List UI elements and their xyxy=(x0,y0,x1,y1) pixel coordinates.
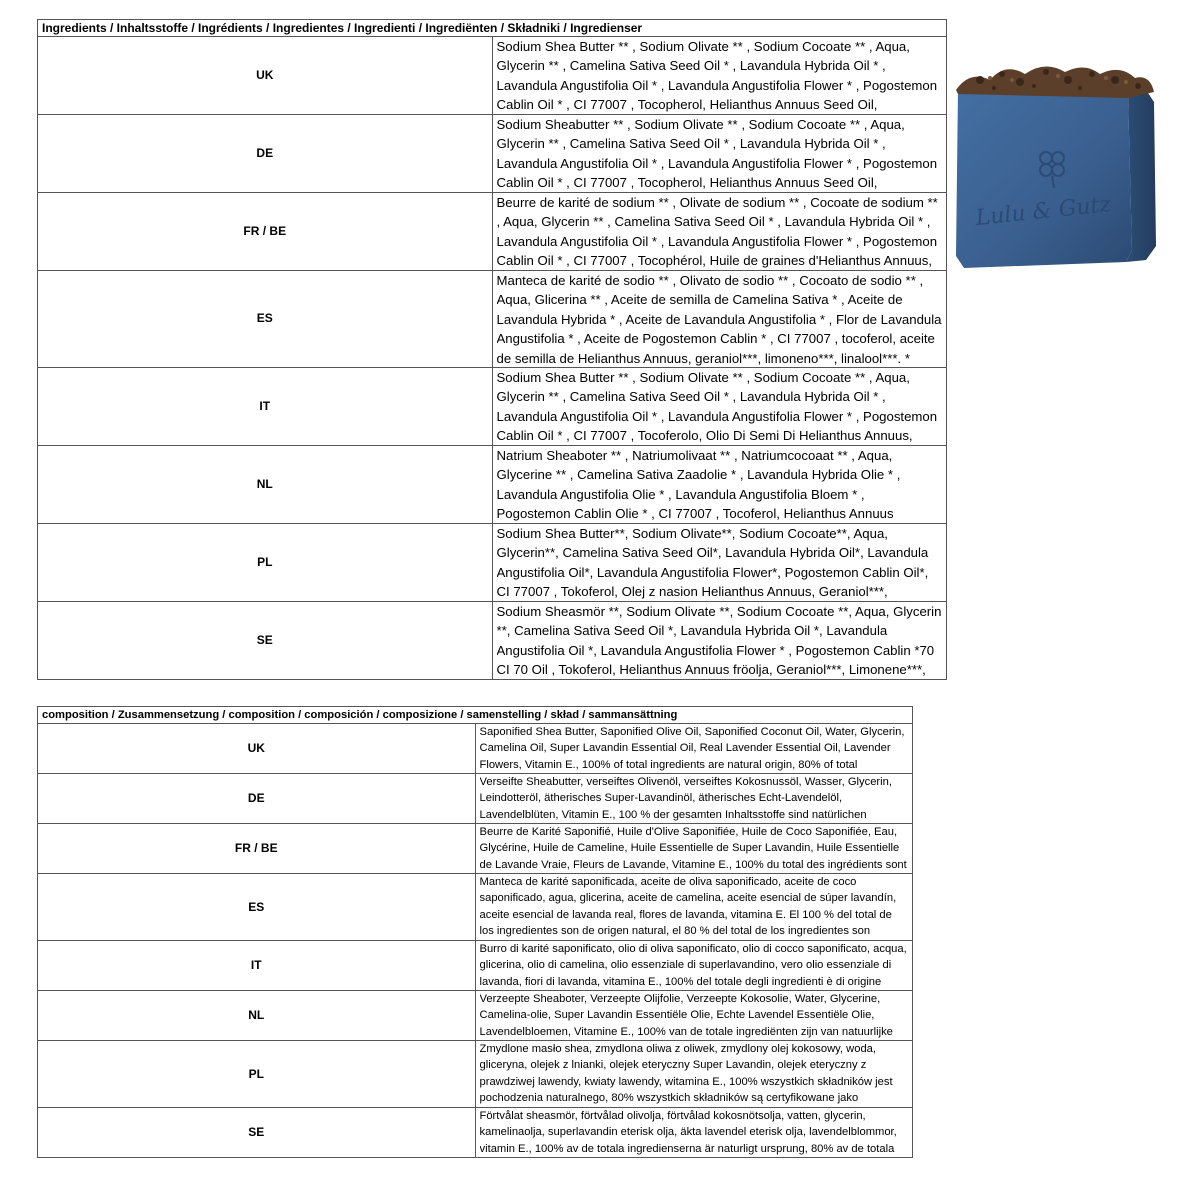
ingredients-text: Sodium Shea Butter ** , Sodium Olivate ** , Sodium Cocoate ** , Aqua, Glycerin ** , Camelina Sativa Seed Oil * , Lavandula Hybrida Oil * , Lavandula Angustifolia Oil * , Lavandula Angustifolia Flower * , Pogostemon Cablin Oil * , CI 77007 , Tocoferolo, Olio Di Semi Di Helianthus Annuus, xyxy=(492,368,947,446)
composition-header: composition / Zusammensetzung / composition / composición / composizione / samenstelling / skład / sammansättning xyxy=(38,707,913,724)
composition-table xyxy=(37,706,913,1158)
soap-bar-icon xyxy=(950,50,1170,290)
table-row xyxy=(38,193,947,271)
table-row xyxy=(38,724,913,774)
ingredients-text: Sodium Sheabutter ** , Sodium Olivate ** , Sodium Cocoate ** , Aqua, Glycerin ** , Camelina Sativa Seed Oil * , Lavandula Hybrida Oil * , Lavandula Angustifolia Oil * , Lavandula Angustifolia Flower * , Pogostemon Cablin Oil * , CI 77007 , Tocopherol, Helianthus Annuus Seed Oil, xyxy=(492,115,947,193)
language-code: UK xyxy=(38,724,476,774)
soap-bar-icon xyxy=(950,50,1170,290)
language-code: IT xyxy=(38,368,493,446)
ingredients-text: Natrium Sheaboter ** , Natriumolivaat ** , Natriumcocoaat ** , Aqua, Glycerine ** , Camelina Sativa Zaadolie * , Lavandula Hybrida Olie * , Lavandula Angustifolia Olie * , Lavandula Angustifolia Bloem * , Pogostemon Cablin Olie * , CI 77007 , Tocoferol, Helianthus Annuus xyxy=(492,446,947,524)
composition-header-row xyxy=(38,707,913,724)
composition-text: Zmydlone masło shea, zmydlona oliwa z oliwek, zmydlony olej kokosowy, woda, gliceryna, olejek z lnianki, olejek eteryczny Super Lavandin, olejek eteryczny z prawdziwej lawendy, kwiaty lawendy, witamina E., 100% wszystkich składników jest pochodzenia naturalnego, 80% wszystkich składników są certyfikowane jako xyxy=(475,1041,913,1108)
table-row xyxy=(38,524,947,602)
language-code: NL xyxy=(38,991,476,1041)
table-row xyxy=(38,602,947,680)
language-code: IT xyxy=(38,941,476,991)
table-row xyxy=(38,991,913,1041)
composition-text: Beurre de Karité Saponifié, Huile d'Olive Saponifiée, Huile de Coco Saponifiée, Eau, Glycérine, Huile de Cameline, Huile Essentielle de Super Lavandin, Huile Essentielle de Lavande Vraie, Fleurs de Lavande, Vitamine E., 100% du total des ingrédients sont xyxy=(475,824,913,874)
language-code: SE xyxy=(38,1108,476,1158)
language-code: DE xyxy=(38,115,493,193)
table-row xyxy=(38,368,947,446)
ingredients-text: Sodium Shea Butter**, Sodium Olivate**, Sodium Cocoate**, Aqua, Glycerin**, Camelina Sativa Seed Oil*, Lavandula Hybrida Oil*, Lavandula Angustifolia Oil*, Lavandula Angustifolia Flower*, Pogostemon Cablin Oil*, CI 77007 , Tokoferol, Olej z nasion Helianthus Annuus, Geraniol***, xyxy=(492,524,947,602)
language-code: DE xyxy=(38,774,476,824)
language-code: PL xyxy=(38,524,493,602)
composition-text: Burro di karité saponificato, olio di oliva saponificato, olio di cocco saponificato, acqua, glicerina, olio di camelina, olio essenziale di superlavandino, vero olio essenziale di lavanda, fiori di lavanda, vitamina E., 100% del totale degli ingredienti è di origine xyxy=(475,941,913,991)
ingredients-text: Manteca de karité de sodio ** , Olivato de sodio ** , Cocoato de sodio ** , Aqua, Glicerina ** , Aceite de semilla de Camelina Sativa * , Aceite de Lavandula Hybrida * , Aceite de Lavandula Angustifolia * , Flor de Lavandula Angustifolia * , Aceite de Pogostemon Cablin * , CI 77007 , tocoferol, aceite de semilla de Helianthus Annuus, geraniol***, limoneno***, linalool***. * xyxy=(492,271,947,368)
language-code: UK xyxy=(38,37,493,115)
language-code: ES xyxy=(38,874,476,941)
table-row xyxy=(38,874,913,941)
table-row xyxy=(38,774,913,824)
composition-text: Verzeepte Sheaboter, Verzeepte Olijfolie, Verzeepte Kokosolie, Water, Glycerine, Camelina-olie, Super Lavandin Essentiële Olie, Echte Lavendel Essentiële Olie, Lavendelbloemen, Vitamine E., 100% van de totale ingrediënten zijn van natuurlijke xyxy=(475,991,913,1041)
composition-text: Förtvålat sheasmör, förtvålad olivolja, förtvålad kokosnötsolja, vatten, glycerin, kamelinaolja, superlavandin eterisk olja, äkta lavendel eterisk olja, lavendelblommor, vitamin E., 100% av de totala ingredienserna är naturligt ursprung, 80% av de totala xyxy=(475,1108,913,1158)
language-code: FR / BE xyxy=(38,193,493,271)
language-code: ES xyxy=(38,271,493,368)
soap-logo: Lulu & Gutz xyxy=(974,192,1113,232)
table-row xyxy=(38,446,947,524)
table-row xyxy=(38,37,947,115)
ingredients-text: Sodium Shea Butter ** , Sodium Olivate ** , Sodium Cocoate ** , Aqua, Glycerin ** , Camelina Sativa Seed Oil * , Lavandula Hybrida Oil * , Lavandula Angustifolia Oil * , Lavandula Angustifolia Flower * , Pogostemon Cablin Oil * , CI 77007 , Tocopherol, Helianthus Annuus Seed Oil, xyxy=(492,37,947,115)
composition-text: Verseifte Sheabutter, verseiftes Olivenöl, verseiftes Kokosnussöl, Wasser, Glycerin, Leindotteröl, ätherisches Super-Lavandinöl, ätherisches Echt-Lavendelöl, Lavendelblüten, Vitamin E., 100 % der gesamten Inhaltsstoffe sind natürlichen xyxy=(475,774,913,824)
ingredients-header: Ingredients / Inhaltsstoffe / Ingrédients / Ingredientes / Ingredienti / Ingrediënten / Składniki / Ingredienser xyxy=(38,20,947,37)
table-row xyxy=(38,824,913,874)
table-row xyxy=(38,941,913,991)
composition-text: Saponified Shea Butter, Saponified Olive Oil, Saponified Coconut Oil, Water, Glycerin, Camelina Oil, Super Lavandin Essential Oil, Real Lavender Essential Oil, Lavender Flowers, Vitamin E., 100% of total ingredients are natural origin, 80% of total xyxy=(475,724,913,774)
composition-text: Manteca de karité saponificada, aceite de oliva saponificado, aceite de coco saponificado, agua, glicerina, aceite de camelina, aceite esencial de súper lavandín, aceite esencial de lavanda real, flores de lavanda, vitamina E. El 100 % del total de los ingredientes son de origen natural, el 80 % del total de los ingredientes son xyxy=(475,874,913,941)
table-row xyxy=(38,1108,913,1158)
language-code: SE xyxy=(38,602,493,680)
language-code: FR / BE xyxy=(38,824,476,874)
ingredients-table xyxy=(37,19,947,680)
ingredients-text: Beurre de karité de sodium ** , Olivate de sodium ** , Cocoate de sodium ** , Aqua, Glycerin ** , Camelina Sativa Seed Oil * , Lavandula Hybrida Oil * , Lavandula Angustifolia Oil * , Lavandula Angustifolia Flower * , Pogostemon Cablin Oil * , CI 77007 , Tocophérol, Huile de graines d'Helianthus Annuus, xyxy=(492,193,947,271)
ingredients-text: Sodium Sheasmör **, Sodium Olivate **, Sodium Cocoate **, Aqua, Glycerin **, Camelina Sativa Seed Oil *, Lavandula Hybrida Oil *, Lavandula Angustifolia Oil *, Lavandula Angustifolia Flower * , Pogostemon Cablin *70 CI 70 Oil , Tokoferol, Helianthus Annuus fröolja, Geraniol***, Limonene***, xyxy=(492,602,947,680)
language-code: PL xyxy=(38,1041,476,1108)
language-code: NL xyxy=(38,446,493,524)
table-row xyxy=(38,1041,913,1108)
ingredients-header-row xyxy=(38,20,947,37)
table-row xyxy=(38,115,947,193)
table-row xyxy=(38,271,947,368)
